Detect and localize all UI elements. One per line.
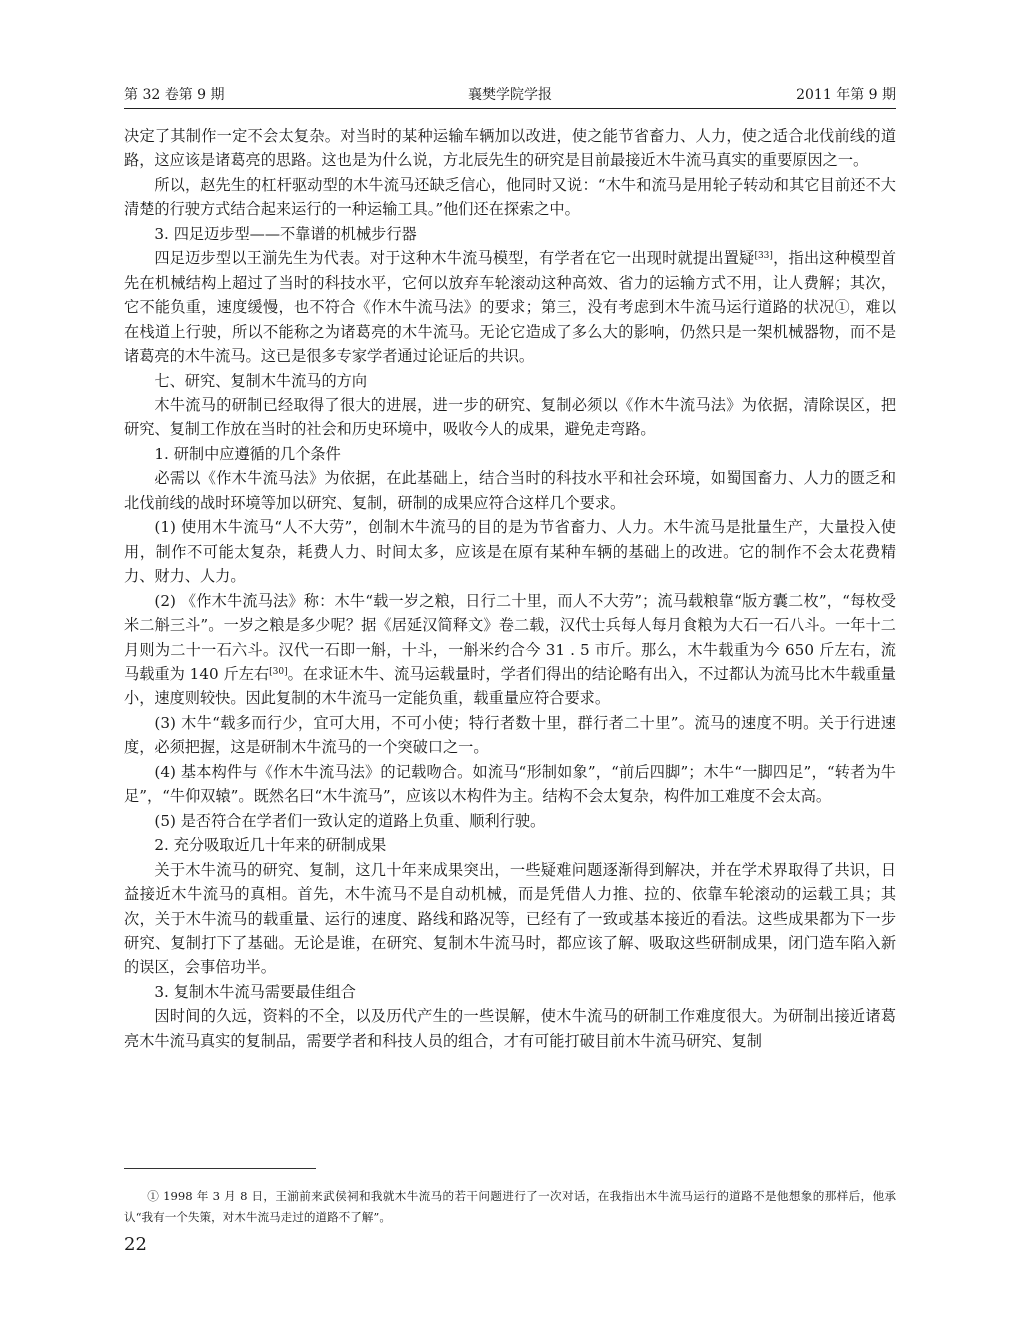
header-rule [124, 108, 896, 109]
footnote-text: ① 1998 年 3 月 8 日，王湔前来武侯祠和我就木牛流马的若干问题进行了一次对话，在我指出木牛流马运行的道路不是他想象的那样后，他承认“我有一个失策，对木牛流马走过的道路不了解”。 [124, 1189, 896, 1224]
paragraph: 必需以《作木牛流马法》为依据，在此基础上，结合当时的科技水平和社会环境，如蜀国畜力、人力的匮乏和北伐前线的战时环境等加以研究、复制，研制的成果应符合这样几个要求。 [124, 469, 896, 512]
paragraph-text: (2) 《作木牛流马法》称：木牛“载一岁之粮，日行二十里，而人不大劳”；流马载粮靠“版方囊二枚”，“每枚受米二斛三斗”。一岁之粮是多少呢？据《居延汉简释文》卷二载，汉代士兵每人每月食粮为大石一石八斗。一年十二月则为二十一石六斗。汉代一石即一斛，十斗，一斛米约合今 31 . 5 市斤。那么，木牛载重为今 650 斤左右，流马载重为 140 斤左右 [124, 591, 896, 683]
running-header [124, 84, 896, 106]
paragraph: (1) 使用木牛流马“人不大劳”，创制木牛流马的目的是为节省畜力、人力。木牛流马是批量生产，大量投入使用，制作不可能太复杂，耗费人力、时间太多，应该是在原有某种车辆的基础上的改进。它的制作不会太花费精力、财力、人力。 [124, 518, 896, 586]
paragraph: 决定了其制作一定不会太复杂。对当时的某种运输车辆加以改进，使之能节省畜力、人力，使之适合北伐前线的道路，这应该是诸葛亮的思路。这也是为什么说，方北辰先生的研究是目前最接近木牛流马真实的重要原因之一。 [124, 127, 896, 170]
subsection-heading: 2. 充分吸取近几十年来的研制成果 [154, 836, 387, 855]
paragraph [124, 246, 896, 368]
article-body [124, 124, 896, 1053]
paragraph-text: 。在求证木牛、流马运载量时，学者们得出的结论略有出入，不过都认为流马比木牛载重量小，速度则较快。因此复制的木牛流马一定能负重，载重量应符合要求。 [124, 664, 896, 708]
paragraph: (4) 基本构件与《作木牛流马法》的记载吻合。如流马“形制如象”，“前后四脚”；木牛“一脚四足”，“转者为牛足”，“牛仰双辕”。既然名曰“木牛流马”，应该以木构件为主。结构不会太复杂，构件加工难度不会太高。 [124, 762, 896, 806]
footnote [124, 1186, 896, 1228]
journal-name: 襄樊学院学报 [468, 87, 552, 103]
paragraph: (3) 木牛“载多而行少，宜可大用，不可小使；特行者数十里，群行者二十里”。流马的速度不明。关于行进速度，必须把握，这是研制木牛流马的一个突破口之一。 [124, 713, 896, 757]
subsection-heading: 3. 四足迈步型——不靠谱的机械步行器 [154, 224, 417, 243]
paragraph-text: 四足迈步型以王湔先生为代表。对于这种木牛流马模型，有学者在它一出现时就提出置疑 [154, 249, 755, 268]
citation-ref: [30] [269, 666, 288, 677]
subsection-heading: 1. 研制中应遵循的几个条件 [154, 444, 341, 463]
paragraph: 关于木牛流马的研究、复制，这几十年来成果突出，一些疑难问题逐渐得到解决，并在学术界取得了共识，日益接近木牛流马的真相。首先，木牛流马不是自动机械，而是凭借人力推、拉的、依靠车轮滚动的运载工具；其次，关于木牛流马的载重量、运行的速度、路线和路况等，已经有了一致或基本接近的看法。这些成果都为下一步研究、复制打下了基础。无论是谁，在研究、复制木牛流马时，都应该了解、吸取这些研制成果，闭门造车陷入新的误区，会事倍功半。 [124, 860, 896, 977]
volume-issue: 第 32 卷第 9 期 [124, 87, 225, 103]
subsection-heading: 3. 复制木牛流马需要最佳组合 [154, 982, 356, 1001]
section-heading: 七、研究、复制木牛流马的方向 [154, 371, 368, 390]
page-number: 22 [124, 1234, 147, 1255]
paragraph: 因时间的久远，资料的不全，以及历代产生的一些误解，使木牛流马的研制工作难度很大。为研制出接近诸葛亮木牛流马真实的复制品，需要学者和科技人员的组合，才有可能打破目前木牛流马研究、复制 [124, 1007, 896, 1050]
citation-ref: [33] [754, 251, 773, 262]
paragraph: (5) 是否符合在学者们一致认定的道路上负重、顺利行驶。 [154, 811, 546, 830]
paragraph: 木牛流马的研制已经取得了很大的进展，进一步的研究、复制必须以《作木牛流马法》为依据，清除误区，把研究、复制工作放在当时的社会和历史环境中，吸收今人的成果，避免走弯路。 [124, 395, 896, 439]
paragraph: 所以，赵先生的杠杆驱动型的木牛流马还缺乏信心，他同时又说：“木牛和流马是用轮子转动和其它目前还不大清楚的行驶方式结合起来运行的一种运输工具。”他们还在探索之中。 [124, 175, 896, 219]
year-issue: 2011 年第 9 期 [796, 87, 896, 103]
paragraph-text: ，指出这种模型首先在机械结构上超过了当时的科技水平，它何以放弃车轮滚动这种高效、省力的运输方式不用，让人费解；其次，它不能负重，速度缓慢，也不符合《作木牛流马法》的要求；第三，没有考虑到木牛流马运行道路的状况①，难以在栈道上行驶，所以不能称之为诸葛亮的木牛流马。无论它造成了多么大的影响，仍然只是一架机械器物，而不是诸葛亮的木牛流马。这已是很多专家学者通过论证后的共识。 [124, 249, 897, 366]
footnote-rule [124, 1168, 316, 1169]
paragraph [124, 589, 896, 711]
